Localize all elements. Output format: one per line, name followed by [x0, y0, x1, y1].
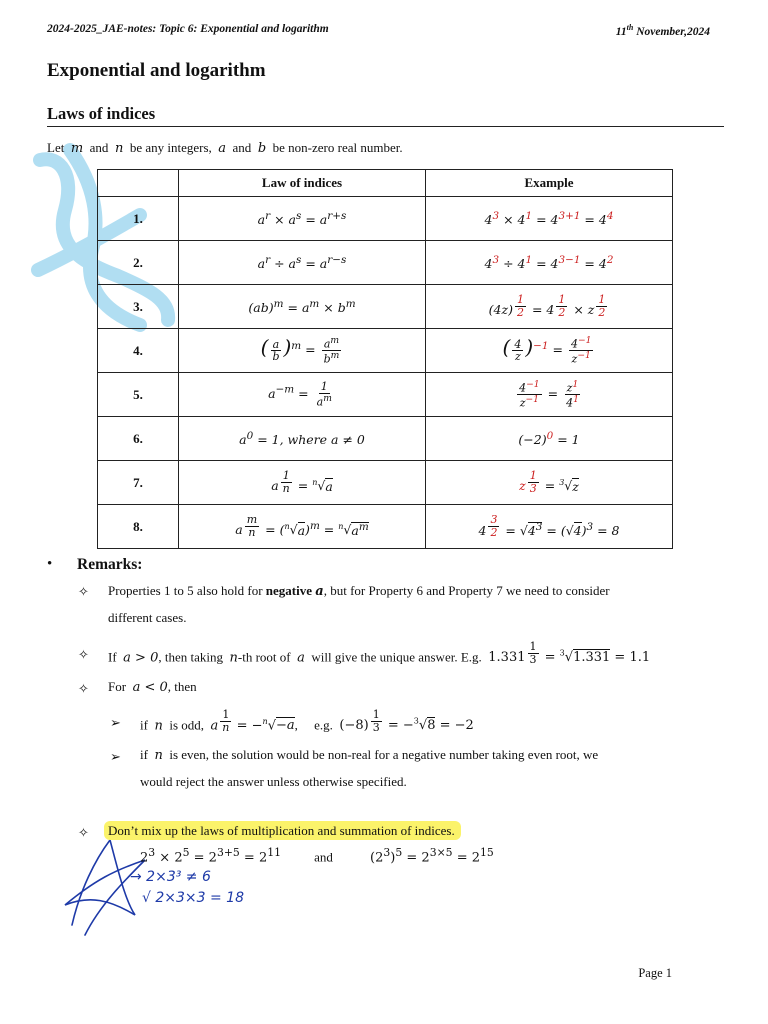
diamond-bullet-icon: ✧	[78, 825, 89, 840]
law-formula: $a^0 = 1$, where a ≠ 0	[179, 417, 426, 461]
row-number: 5.	[98, 373, 179, 417]
example-formula: (4z) $^{\frac{1}{2}}$ = 4 $^{\frac{1}{2}}$ × z $^{\frac{1}{2}}$	[426, 285, 673, 329]
table-row	[98, 197, 673, 241]
example-formula: $4^3 \div 4^1 = 4^{3-1} = 4^2$	[426, 241, 673, 285]
row-number: 3.	[98, 285, 179, 329]
table-row	[98, 241, 673, 285]
header-law: Law of indices	[179, 170, 426, 197]
section-title: Laws of indices	[47, 104, 156, 123]
table-row	[98, 373, 673, 417]
table-row	[98, 417, 673, 461]
handwritten-note-2: √ 2×3×3 = 18	[142, 890, 244, 906]
handwritten-note-1: → 2×3³ ≠ 6	[130, 869, 211, 885]
law-formula: a $^{\frac{m}{n}}$ = $(^n√a)^m = ^n√a^m$	[179, 505, 426, 549]
laws-of-indices-table	[97, 169, 673, 549]
intro-sentence: Let m and n be any integers, a and b be non-zero real number.	[47, 140, 403, 156]
multiplication-example: $2^3 \times 2^5 = 2^{3+5} = 2^{11}$ and $(2^3)^5 = 2^{3\times 5} = 2^{15}$	[140, 846, 494, 866]
table-row	[98, 329, 673, 373]
law-formula: $(ab)^m = a^m \times b^m$	[179, 285, 426, 329]
law-formula: $a^{-m}$ = $\frac{1}{a^m}$	[179, 373, 426, 417]
page-number: Page 1	[638, 966, 672, 980]
arrow-bullet-icon: ➢	[110, 749, 121, 764]
remarks-heading: Remarks:	[77, 556, 143, 573]
page-title: Exponential and logarithm	[47, 60, 266, 81]
example-formula: $(-2)^0 = 1$	[426, 417, 673, 461]
header-example: Example	[426, 170, 673, 197]
diamond-bullet-icon: ✧	[78, 647, 89, 662]
row-number: 2.	[98, 241, 179, 285]
remark-3-even: if n is even, the solution would be non-real for a negative number taking even root, we would reject the answer unless otherwise specified.	[140, 747, 599, 789]
table-header-row	[98, 170, 673, 197]
example-formula: $4^3 \times 4^1 = 4^{3+1} = 4^4$	[426, 197, 673, 241]
row-number: 7.	[98, 461, 179, 505]
remark-3: For a < 0, then	[108, 679, 197, 695]
remark-3-odd: if n is odd, a $^{\frac{1}{n}}$ = −$^n$√−a, e.g. (−8) $^{\frac{1}{3}}$ = −$^3$√8 = −2	[140, 707, 474, 735]
remarks-bullet: •	[47, 556, 53, 572]
example-formula: ( $\frac{4}{z}$ )$^{-1}$ = $\frac{4^{-1}}{z^{-1}}$	[426, 329, 673, 373]
law-formula: $a^r \div a^s = a^{r-s}$	[179, 241, 426, 285]
highlighted-warning: Don’t mix up the laws of multiplication and summation of indices.	[104, 821, 461, 840]
table-row	[98, 461, 673, 505]
pen-star-scribble	[65, 840, 145, 935]
row-number: 6.	[98, 417, 179, 461]
example-formula: 4 $^{\frac{3}{2}}$ = $√4^3 = (√4)^3 = 8$	[426, 505, 673, 549]
row-number: 1.	[98, 197, 179, 241]
remark-2: If a > 0, then taking n-th root of a will give the unique answer. E.g. 1.331 $^{\frac{1}{3}}$ = $^3$√1.331 = 1.1	[108, 639, 651, 666]
arrow-bullet-icon: ➢	[110, 715, 121, 730]
section-divider	[47, 126, 724, 127]
table-row	[98, 285, 673, 329]
law-formula: a $^{\frac{1}{n}}$ = $^n$√a	[179, 461, 426, 505]
law-formula: ( $\frac{a}{b}$ )$^m$ = $\frac{a^m}{b^m}$	[179, 329, 426, 373]
example-formula: z $^{\frac{1}{3}}$ = $^3$√z	[426, 461, 673, 505]
remark-1: Properties 1 to 5 also hold for negative a, but for Property 6 and Property 7 we need to consider different cases.	[108, 583, 610, 625]
example-formula: $\frac{4^{-1}}{z^{-1}}$ = $\frac{z^1}{4^1}$	[426, 373, 673, 417]
diamond-bullet-icon: ✧	[78, 681, 89, 696]
diamond-bullet-icon: ✧	[78, 584, 89, 599]
header-num	[98, 170, 179, 197]
row-number: 8.	[98, 505, 179, 549]
row-number: 4.	[98, 329, 179, 373]
header-left: 2024-2025_JAE-notes: Topic 6: Exponential and logarithm	[47, 23, 329, 35]
law-formula: $a^r \times a^s = a^{r+s}$	[179, 197, 426, 241]
header-date-day: 11	[615, 25, 627, 38]
header-date	[616, 23, 710, 38]
header-date-suffix: th	[626, 23, 634, 32]
remark-4	[104, 818, 461, 844]
header-date-rest: November,2024	[633, 25, 710, 38]
table-row	[98, 505, 673, 549]
